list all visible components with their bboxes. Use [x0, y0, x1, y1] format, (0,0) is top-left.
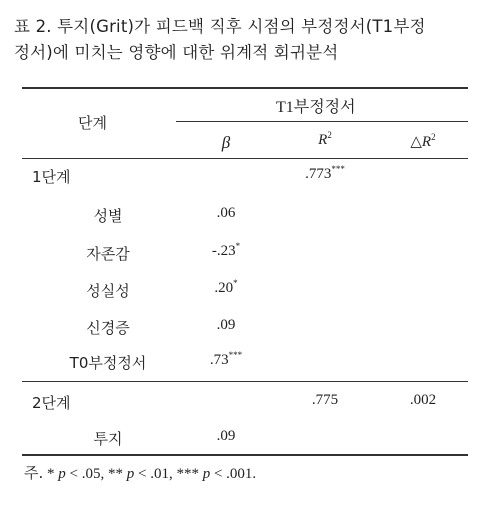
bottom-rule [22, 454, 468, 456]
note-p3-stars: *** [176, 466, 199, 482]
row-beta-value: .20 [214, 280, 234, 296]
note-p1-lt: < [69, 466, 78, 482]
header-r2 [290, 132, 360, 149]
row-label: 자존감 [86, 245, 130, 263]
header-rule [22, 158, 468, 159]
row-label: 1단계 [32, 168, 71, 186]
note-p3-value: .001. [226, 466, 257, 482]
header-row-label: 단계 [78, 114, 107, 132]
row-beta [196, 243, 256, 260]
row-beta-value: .06 [216, 205, 236, 221]
table-note [24, 462, 256, 483]
row-r2 [290, 166, 360, 183]
row-label: 투지 [93, 430, 123, 448]
row-beta-value: .73 [209, 352, 229, 368]
row-label: 신경증 [86, 319, 130, 337]
note-p2-stars: ** [107, 466, 123, 482]
row-delta-r2-value: .002 [409, 392, 437, 408]
note-p1-stars: * [47, 466, 55, 482]
row-beta-value: .09 [216, 317, 236, 333]
row-beta-value: .09 [216, 428, 236, 444]
row-r2-value: .775 [311, 392, 339, 408]
row-beta [196, 428, 256, 445]
row-beta-significance: *** [228, 350, 243, 360]
row-beta [196, 317, 256, 334]
header-group-label: T1부정정서 [276, 99, 356, 116]
row-beta-significance: * [235, 241, 241, 251]
header-r2-symbol: R [318, 132, 328, 148]
row-label: 2단계 [32, 394, 71, 412]
row-delta-r2 [388, 392, 458, 409]
header-beta: β [221, 133, 231, 152]
row-beta-value: -.23 [211, 243, 236, 259]
note-p2-value: .01, [150, 466, 173, 482]
row-label: 성별 [93, 207, 123, 225]
row-label: 성실성 [86, 282, 130, 300]
note-p3-symbol: p [202, 466, 211, 482]
top-rule [22, 87, 468, 89]
header-delta-r2-symbol: △R [410, 134, 432, 150]
row-r2-significance: *** [331, 164, 345, 174]
row-beta-significance: * [233, 278, 238, 288]
group-underline [176, 121, 468, 122]
note-p1-symbol: p [58, 466, 66, 482]
row-beta [196, 352, 256, 369]
caption-line-2: 정서)에 미치는 영향에 대한 위계적 회귀분석 [14, 43, 339, 62]
table-caption [14, 14, 484, 66]
header-r2-sup: 2 [327, 130, 332, 140]
header-delta-r2-sup: 2 [431, 132, 436, 142]
note-p1-value: .05, [81, 466, 105, 482]
row-r2-value: .773 [305, 166, 332, 182]
note-p3-lt: < [213, 466, 223, 482]
note-p2-symbol: p [126, 466, 135, 482]
stage-divider-rule [22, 381, 468, 382]
note-prefix: 주. [24, 464, 44, 482]
header-delta-r2 [388, 132, 458, 151]
row-r2 [290, 392, 360, 409]
row-label: T0부정정서 [69, 354, 147, 372]
row-beta [196, 205, 256, 222]
row-beta [196, 280, 256, 297]
note-p2-lt: < [137, 466, 147, 482]
caption-line-1: 표 2. 투지(Grit)가 피드백 직후 시점의 부정정서(T1부정 [14, 17, 426, 36]
